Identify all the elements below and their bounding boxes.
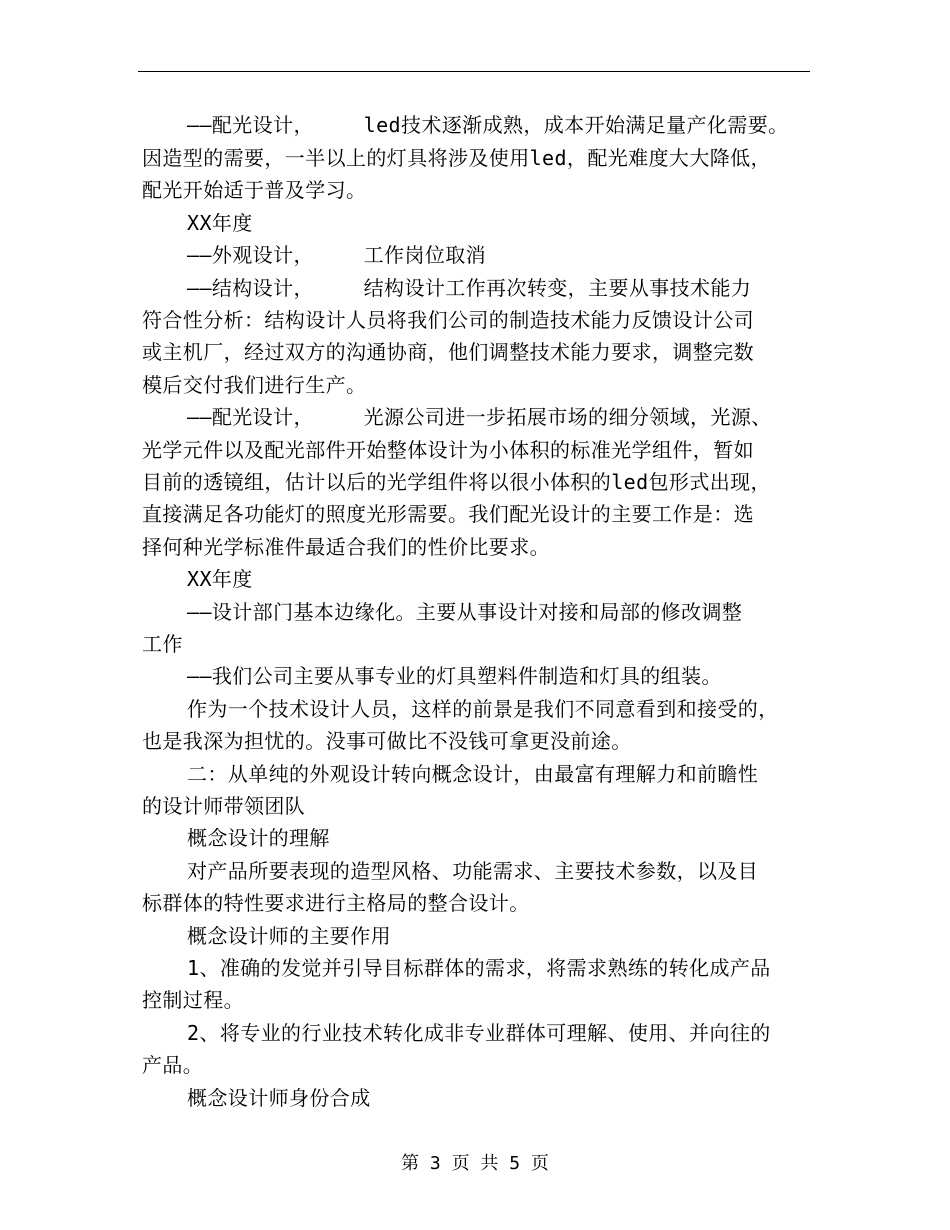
- body-line: ——外观设计， 工作岗位取消: [187, 243, 487, 267]
- body-line: 标群体的特性要求进行主格局的整合设计。: [142, 891, 530, 915]
- body-line: ——设计部门基本边缘化。主要从事设计对接和局部的修改调整: [187, 600, 743, 624]
- body-line: ——结构设计， 结构设计工作再次转变，主要从事技术能力: [187, 276, 752, 300]
- body-line: 2、将专业的行业技术转化成非专业群体可理解、使用、并向往的: [187, 1021, 771, 1045]
- body-line: XX年度: [187, 211, 253, 235]
- page-number-footer: 第 3 页 共 5 页: [401, 1153, 549, 1174]
- body-line: 作为一个技术设计人员，这样的前景是我们不同意看到和接受的，: [187, 697, 779, 721]
- body-line: XX年度: [187, 567, 253, 591]
- body-line: 二：从单纯的外观设计转向概念设计，由最富有理解力和前瞻性: [187, 762, 759, 786]
- body-line: 配光开始适于普及学习。: [142, 178, 367, 202]
- body-line: 概念设计师身份合成: [187, 1086, 371, 1110]
- body-line: 概念设计师的主要作用: [187, 924, 391, 948]
- body-line: 模后交付我们进行生产。: [142, 373, 367, 397]
- body-line: 概念设计的理解: [187, 826, 330, 850]
- body-line: 也是我深为担忧的。没事可做比不没钱可拿更没前途。: [142, 729, 632, 753]
- body-line: 对产品所要表现的造型风格、功能需求、主要技术参数，以及目: [187, 859, 759, 883]
- body-line: 直接满足各功能灯的照度光形需要。我们配光设计的主要工作是：选: [142, 502, 754, 526]
- body-line: 控制过程。: [142, 988, 244, 1012]
- body-line: 光学元件以及配光部件开始整体设计为小体积的标准光学组件，暂如: [142, 438, 754, 462]
- header-rule: [138, 71, 810, 72]
- body-line: ——配光设计， led技术逐渐成熟，成本开始满足量产化需要。: [187, 113, 789, 137]
- body-line: 目前的透镜组，估计以后的光学组件将以很小体积的led包形式出现，: [142, 470, 771, 494]
- body-line: 1、准确的发觉并引导目标群体的需求，将需求熟练的转化成产品: [187, 956, 771, 980]
- body-line: ——配光设计， 光源公司进一步拓展市场的细分领域，光源、: [187, 405, 772, 429]
- body-line: 工作: [142, 632, 183, 656]
- body-line: 的设计师带领团队: [142, 794, 306, 818]
- body-line: 产品。: [142, 1053, 204, 1077]
- body-line: 或主机厂，经过双方的沟通协商，他们调整技术能力要求，调整完数: [142, 340, 754, 364]
- body-line: 符合性分析：结构设计人员将我们公司的制造技术能力反馈设计公司: [142, 308, 754, 332]
- body-line: 择何种光学标准件最适合我们的性价比要求。: [142, 535, 550, 559]
- body-line: ——我们公司主要从事专业的灯具塑料件制造和灯具的组装。: [187, 664, 722, 688]
- body-line: 因造型的需要，一半以上的灯具将涉及使用led，配光难度大大降低，: [142, 146, 771, 170]
